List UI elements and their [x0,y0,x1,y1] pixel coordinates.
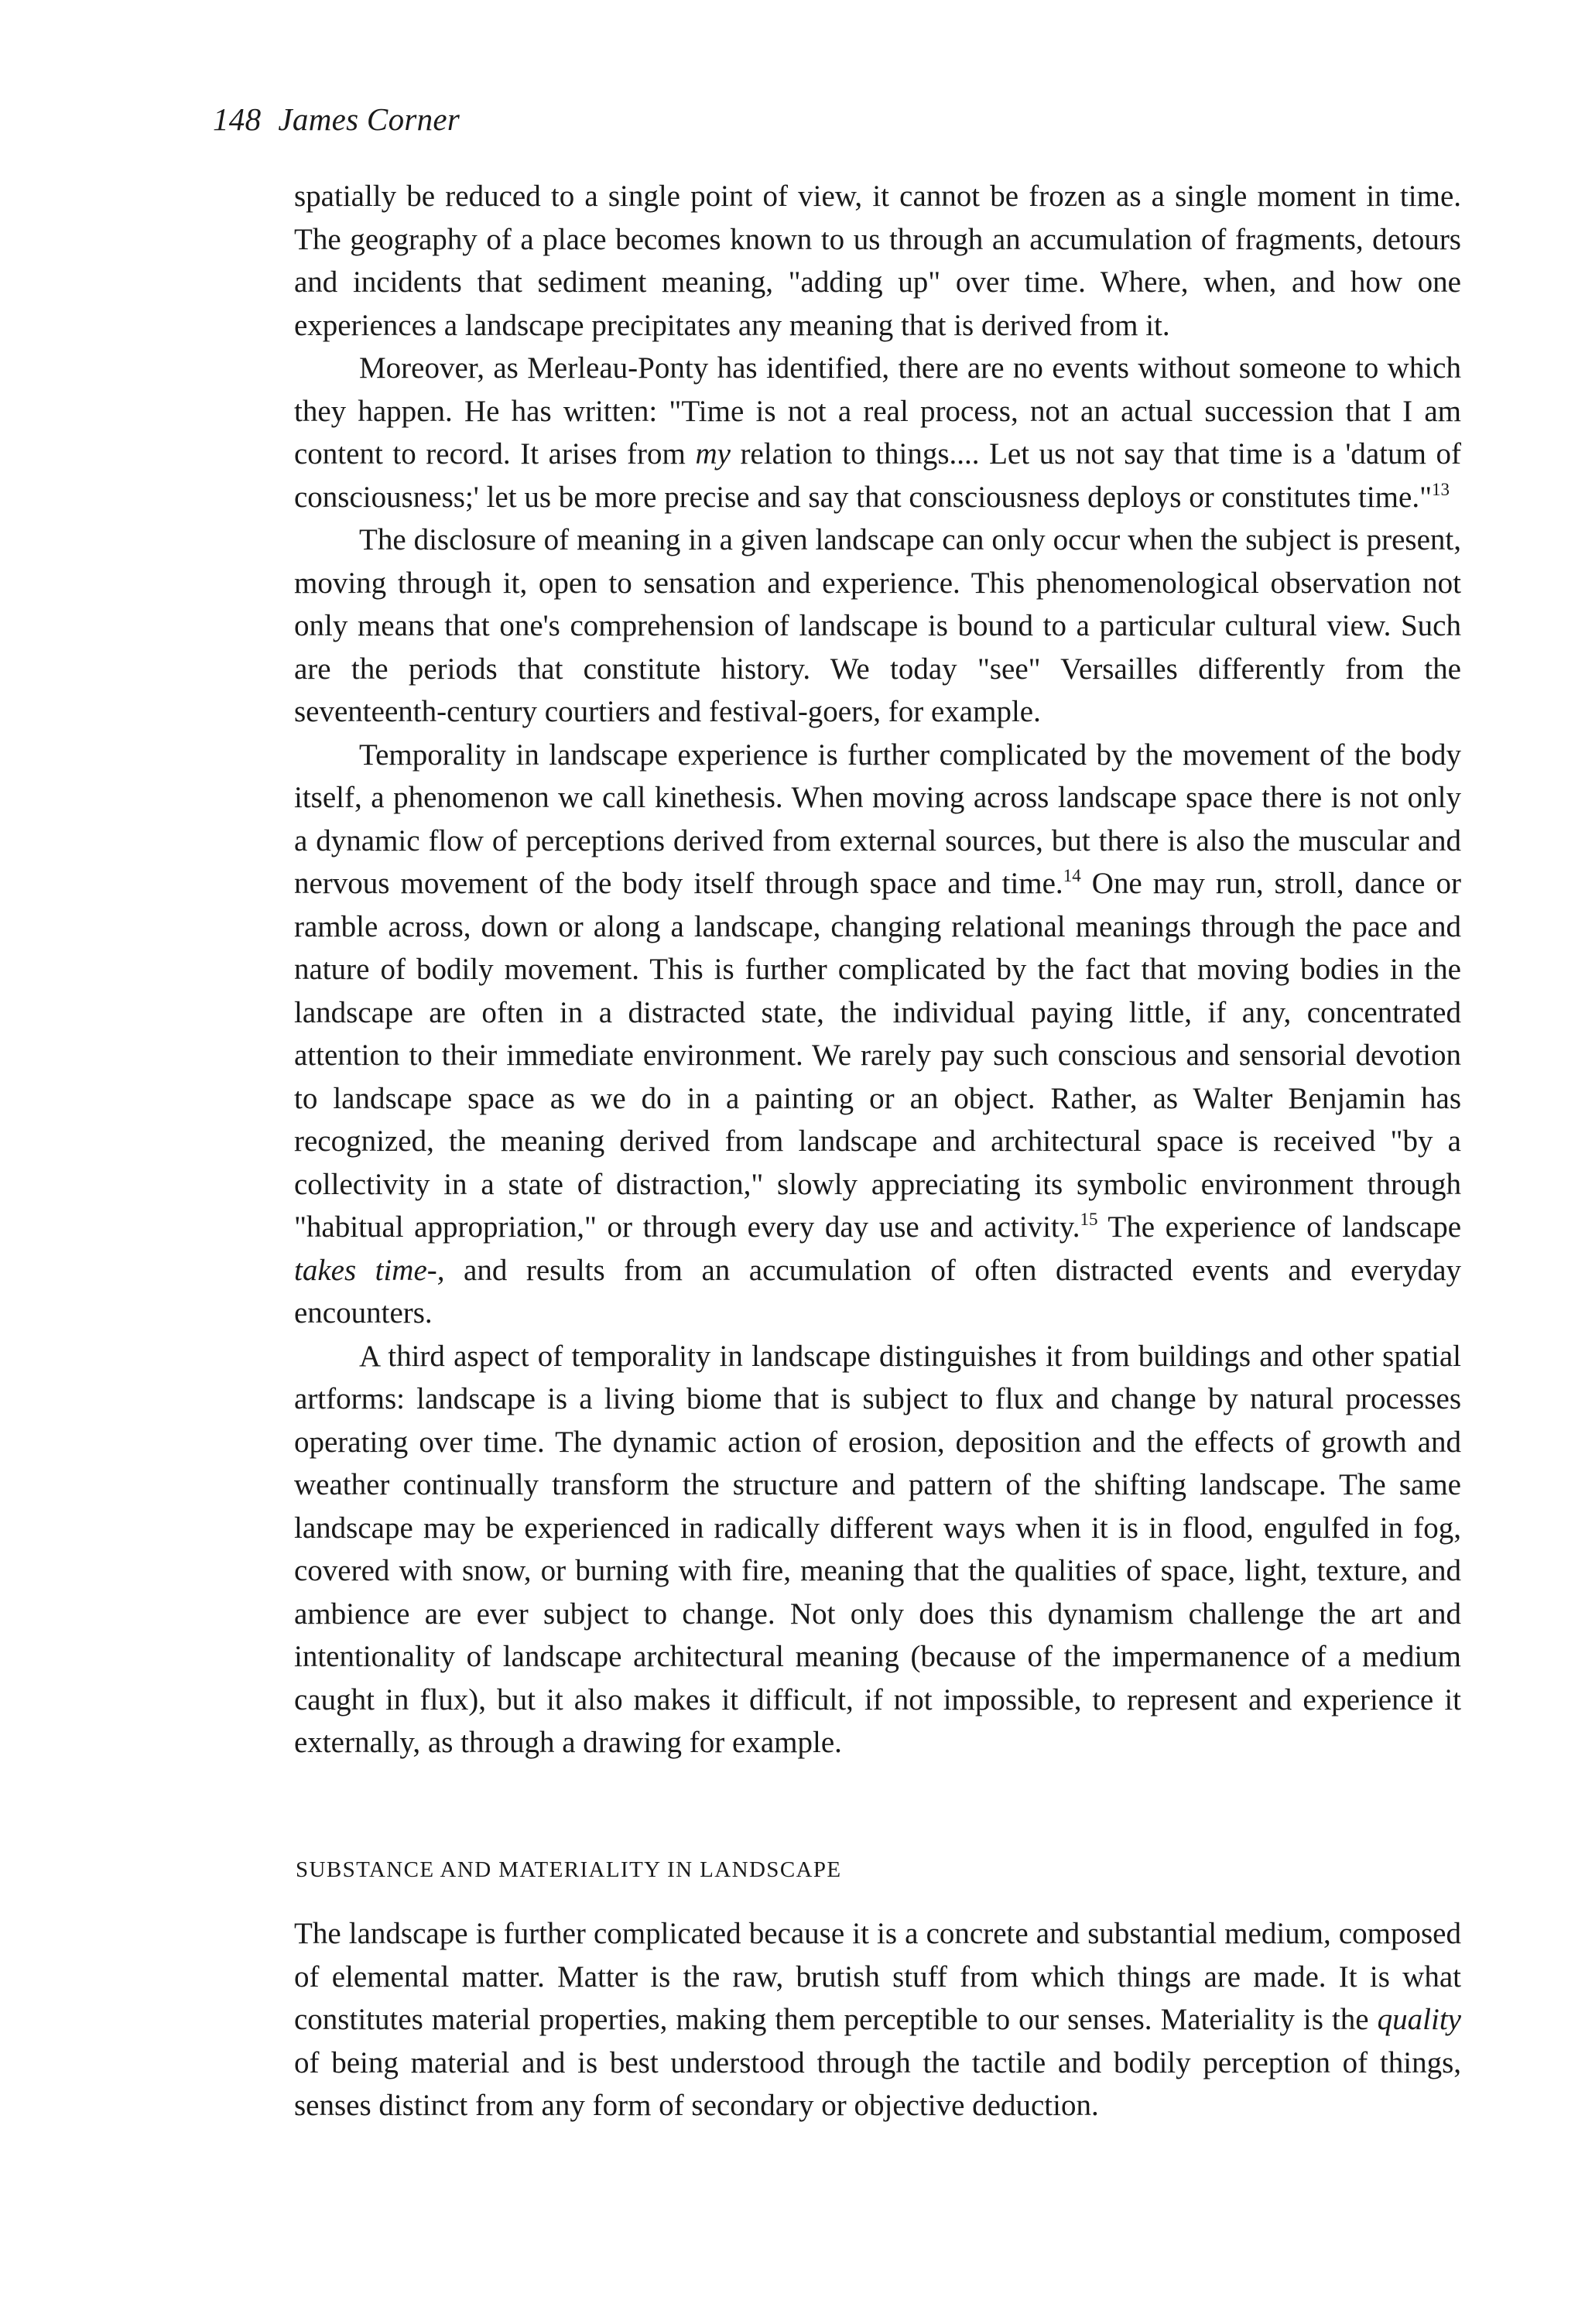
paragraph-4-text-c: The experience of landscape [1097,1210,1461,1244]
paragraph-1 [294,175,1461,347]
paragraph-1-text: spatially be reduced to a single point of view, it cannot be frozen as a single moment in time. The geography of a place becomes known to us through an accumulation of fragments, detours and incidents that sediment meaning, "adding up" over time. Where, when, and how one experiences a landscape precipitates any meaning that is derived from it. [294,180,1461,342]
page-number: 148 [213,101,262,137]
main-text [294,175,1461,1764]
paragraph-5-text: A third aspect of temporality in landscape distinguishes it from buildings and other spatial artforms: landscape is a living biome that is subject to flux and change by natural processes operating over time. The dynamic action of erosion, deposition and the effects of growth and weather continually transform the structure and pattern of the shifting landscape. The same landscape may be experienced in radically different ways when it is in flood, engulfed in fog, covered with snow, or burning with fire, meaning that the qualities of space, light, texture, and ambience are ever subject to change. Not only does this dynamism challenge the art and intentionality of landscape architectural meaning (because of the impermanence of a medium caught in flux), but it also makes it difficult, if not impossible, to represent and experience it externally, as through a drawing for example. [294,1339,1461,1759]
section-heading: SUBSTANCE AND MATERIALITY IN LANDSCAPE [296,1857,842,1882]
section-body [294,1912,1461,2127]
section-paragraph [294,1912,1461,2127]
paragraph-4 [294,734,1461,1335]
paragraph-4-emphasis: takes time-, [294,1253,445,1287]
footnote-ref-14: 14 [1063,866,1081,885]
paragraph-4-text-d: and results from an accumulation of often distracted events and everyday encounters. [294,1253,1462,1330]
running-head-author: James Corner [278,101,460,137]
section-paragraph-text-a: The landscape is further complicated because it is a concrete and substantial medium, composed of elemental matter. Matter is the raw, brutish stuff from which things are made. It is what constitutes material properties, making them perceptible to our senses. Materiality is the [294,1917,1461,2036]
paragraph-4-text-a: Temporality in landscape experience is further complicated by the movement of the body itself, a phenomenon we call kinethesis. When moving across landscape space there is not only a dynamic flow of perceptions derived from external sources, but there is also the muscular and nervous movement of the body itself through space and time. [294,738,1461,900]
section-paragraph-emphasis: quality [1377,2003,1461,2036]
paragraph-2-emphasis: my [695,437,731,471]
paragraph-2-text-a: Moreover, as Merleau-Ponty has identified, there are no events without someone to which they happen. He has written: "Time is not a real process, not an actual succession that I am content to record. It arises from [294,351,1461,471]
footnote-ref-13: 13 [1431,479,1450,499]
paragraph-4-text-b: One may run, stroll, dance or ramble across, down or along a landscape, changing relational meanings through the pace and nature of bodily movement. This is further complicated by the fact that moving bodies in the landscape are often in a distracted state, the individual paying little, if any, concentrated attention to their immediate environment. We rarely pay such conscious and sensorial devotion to landscape space as we do in a painting or an object. Rather, as Walter Benjamin has recognized, the meaning derived from landscape and architectural space is received "by a collectivity in a state of distraction," slowly appreciating its symbolic environment through "habitual appropriation," or through every day use and activity. [294,867,1461,1244]
paragraph-5 [294,1335,1461,1764]
section-paragraph-text-b: of being material and is best understood through the tactile and bodily perception of things, senses distinct from any form of secondary or objective deduction. [294,2045,1461,2122]
paragraph-3-text: The disclosure of meaning in a given landscape can only occur when the subject is present, moving through it, open to sensation and experience. This phenomenological observation not only means that one's comprehension of landscape is bound to a particular cultural view. Such are the periods that constitute history. We today "see" Versailles differently from the seventeenth-century courtiers and festival-goers, for example. [294,523,1461,728]
paragraph-3 [294,519,1461,734]
footnote-ref-15: 15 [1080,1210,1098,1229]
paragraph-2 [294,347,1461,519]
running-head [213,101,460,138]
paragraph-2-text-b: relation to things.... Let us not say that time is a 'datum of consciousness;' let us be more precise and say that consciousness deploys or constitutes time." [294,437,1461,514]
